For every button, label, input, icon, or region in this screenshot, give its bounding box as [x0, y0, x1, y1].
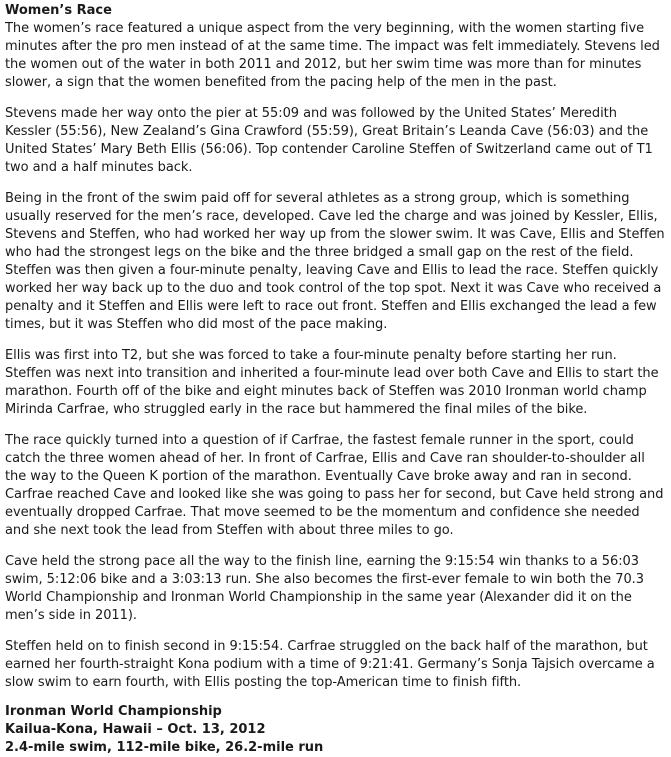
paragraph-1: The women’s race featured a unique aspect from the very beginning, with the women starting five minutes after the pro men instead of at the same time. The impact was felt immediately. Stevens led the women out of the water in both 2011 and 2012, but her swim time was more than for minutes slower, a sign that the women benefited from the pacing help of the men in the past.	[5, 21, 660, 90]
event-distances: 2.4-mile swim, 112-mile bike, 26.2-mile run	[5, 740, 324, 755]
paragraph-6: Cave held the strong pace all the way to the finish line, earning the 9:15:54 win thanks to a 56:03 swim, 5:12:06 bike and a 3:03:13 run. She also becomes the first-ever female to win both the 70.3 World Championship and Ironman World Championship in the same year (Alexander did it on the men’s side in 2011).	[5, 554, 644, 623]
paragraph-7: Steffen held on to finish second in 9:15:54. Carfrae struggled on the back half of the marathon, but earned her fourth-straight Kona podium with a time of 9:21:41. Germany’s Sonja Tajsich overcame a slow swim to earn fourth, with Ellis posting the top-American time to finish fifth.	[5, 639, 655, 690]
results-header	[5, 703, 666, 757]
paragraph-2: Stevens made her way onto the pier at 55:09 and was followed by the United States’ Meredith Kessler (55:56), New Zealand’s Gina Crawford (55:59), Great Britain’s Leanda Cave (56:03) and the United States’ Mary Beth Ellis (56:06). Top contender Caroline Steffen of Switzerland came out of T1 two and a half minutes back.	[5, 106, 653, 175]
event-location-date: Kailua-Kona, Hawaii – Oct. 13, 2012	[5, 722, 266, 737]
section-heading: Women’s Race	[5, 3, 112, 18]
paragraph-3: Being in the front of the swim paid off for several athletes as a strong group, which is something usually reserved for the men’s race, developed. Cave led the charge and was joined by Kessler, Ellis, Stevens and Steffen, who had worked her way up from the slower swim. It was Cave, Ellis and Steffen who had the strongest legs on the bike and the three bridged a small gap on the rest of the field. Steffen was then given a four-minute penalty, leaving Cave and Ellis to lead the race. Steffen quickly worked her way back up to the duo and took control of the top spot. Next it was Cave who received a penalty and it Steffen and Ellis were left to race out front. Steffen and Ellis exchanged the lead a few times, but it was Steffen who did most of the pace making.	[5, 191, 665, 332]
event-name: Ironman World Championship	[5, 704, 222, 719]
paragraph-5: The race quickly turned into a question of if Carfrae, the fastest female runner in the sport, could catch the three women ahead of her. In front of Carfrae, Ellis and Cave ran shoulder-to-shoulder all the way to the Queen K portion of the marathon. Eventually Cave broke away and ran in second. Carfrae reached Cave and looked like she was going to pass her for second, but Cave held strong and eventually dropped Carfrae. That move seemed to be the momentum and confidence she needed and she next took the lead from Steffen with about three miles to go.	[5, 433, 664, 538]
paragraph-4: Ellis was first into T2, but she was forced to take a four-minute penalty before starting her run. Steffen was next into transition and inherited a four-minute lead over both Cave and Ellis to start the marathon. Fourth off of the bike and eight minutes back of Steffen was 2010 Ironman world champ Mirinda Carfrae, who struggled early in the race but hammered the final miles of the bike.	[5, 348, 659, 417]
